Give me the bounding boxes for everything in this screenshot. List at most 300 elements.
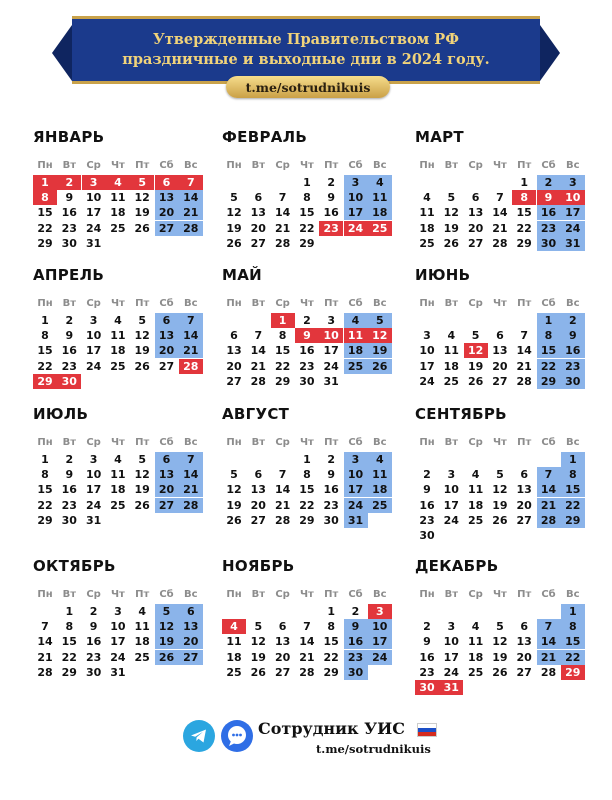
day-cell: 12 [226, 206, 242, 220]
day-cell: 18 [134, 635, 150, 649]
day-cell: 5 [254, 620, 263, 634]
holiday-day: 4 [222, 619, 246, 634]
weekday-label: Вт [62, 160, 76, 171]
weekend-day: 23 [537, 221, 561, 236]
weekend-day: 30 [344, 665, 368, 680]
banner-title-line-1: Утвержденные Правительством РФ [153, 31, 459, 48]
day-cell: 27 [492, 374, 508, 388]
weekday-header [222, 160, 390, 174]
day-cell: 1 [520, 176, 529, 189]
weekday-header [222, 437, 390, 451]
weekday-header [33, 437, 201, 451]
day-cell: 20 [226, 359, 242, 373]
weekday-label: Чт [299, 160, 314, 171]
day-cell: 10 [419, 344, 435, 358]
day-cell: 5 [230, 191, 238, 205]
day-cell: 17 [419, 359, 435, 373]
weekday-label: Ср [275, 589, 290, 600]
day-cell: 3 [89, 314, 98, 327]
weekday-label: Вс [373, 589, 387, 600]
day-cell: 11 [110, 191, 126, 205]
day-cell: 16 [85, 635, 102, 649]
holiday-day: 10 [561, 190, 585, 205]
day-cell: 15 [37, 483, 53, 497]
weekend-day: 20 [155, 205, 179, 220]
day-cell: 3 [447, 468, 456, 482]
weekend-day: 24 [561, 221, 585, 236]
day-cell: 22 [61, 650, 77, 664]
footer-title-text: Сотрудник УИС [258, 719, 405, 738]
day-cell: 12 [250, 635, 266, 649]
weekend-day: 21 [537, 498, 561, 513]
weekday-label: Чт [299, 589, 314, 600]
weekend-day: 11 [368, 190, 392, 205]
weekend-day: 12 [155, 619, 179, 634]
day-cell: 29 [37, 236, 53, 250]
weekend-day: 17 [561, 205, 585, 220]
weekday-label: Вс [566, 298, 580, 309]
weekend-day: 7 [179, 452, 203, 467]
month-title: ФЕВРАЛЬ [222, 128, 308, 146]
day-cell: 15 [299, 483, 315, 497]
day-cell: 25 [110, 221, 126, 235]
day-cell: 23 [61, 221, 77, 235]
day-cell: 21 [274, 221, 291, 235]
day-cell: 27 [467, 236, 484, 250]
weekend-day: 5 [155, 604, 179, 619]
holiday-day: 8 [512, 190, 536, 205]
day-cell: 19 [226, 498, 242, 512]
day-cell: 15 [516, 206, 532, 220]
day-cell: 2 [89, 605, 98, 618]
weekend-day: 21 [179, 205, 203, 220]
weekend-day: 21 [179, 482, 203, 497]
weekend-day: 1 [561, 604, 585, 619]
day-cell: 10 [110, 620, 126, 634]
weekday-label: Ср [86, 437, 101, 448]
day-cell: 30 [419, 529, 435, 542]
day-cell: 17 [85, 483, 102, 497]
day-cell: 29 [61, 665, 77, 679]
day-cell: 7 [254, 329, 263, 343]
day-cell: 22 [323, 650, 339, 664]
weekday-label: Сб [159, 160, 174, 171]
day-cell: 5 [496, 620, 504, 634]
day-cell: 14 [37, 635, 53, 649]
day-cell: 12 [492, 483, 508, 497]
weekend-day: 8 [561, 619, 585, 634]
weekday-label: Сб [348, 160, 363, 171]
weekday-label: Сб [159, 298, 174, 309]
weekday-label: Пн [37, 437, 53, 448]
weekday-label: Сб [541, 298, 556, 309]
day-cell: 16 [61, 483, 77, 497]
weekend-day: 25 [368, 498, 392, 513]
day-cell: 8 [278, 329, 287, 343]
day-cell: 25 [467, 513, 484, 527]
weekday-label: Пт [517, 160, 532, 171]
weekday-label: Пт [517, 437, 532, 448]
footer-link[interactable]: t.me/sotrudnikuis [316, 742, 431, 756]
day-cell: 8 [41, 468, 49, 482]
holiday-day: 9 [295, 328, 319, 343]
day-cell: 18 [110, 483, 126, 497]
day-cell: 19 [134, 483, 150, 497]
weekday-label: Пн [37, 298, 53, 309]
day-cell: 3 [423, 329, 431, 343]
day-cell: 25 [443, 374, 459, 388]
day-cell: 13 [516, 635, 532, 649]
day-cell: 28 [540, 665, 557, 679]
weekend-day: 27 [155, 221, 179, 236]
weekend-day: 22 [537, 359, 561, 374]
day-cell: 2 [423, 620, 431, 634]
holiday-day: 1 [271, 313, 295, 328]
day-cell: 19 [443, 221, 459, 235]
day-cell: 12 [134, 329, 150, 343]
russian-flag-icon [417, 723, 437, 737]
weekend-day: 27 [155, 498, 179, 513]
day-cell: 12 [134, 191, 150, 205]
holiday-day: 25 [368, 221, 392, 236]
weekend-day: 18 [344, 343, 368, 358]
weekend-day: 7 [179, 313, 203, 328]
day-cell: 2 [351, 605, 360, 618]
day-cell: 26 [134, 221, 150, 235]
day-cell: 25 [467, 665, 484, 679]
weekday-label: Вт [62, 298, 76, 309]
weekday-label: Сб [541, 589, 556, 600]
weekday-label: Сб [541, 160, 556, 171]
day-cell: 31 [85, 236, 102, 250]
day-cell: 26 [226, 513, 242, 527]
telegram-icon[interactable] [183, 720, 215, 752]
weekend-day: 26 [155, 650, 179, 665]
day-cell: 1 [303, 176, 311, 189]
weekend-day: 19 [368, 343, 392, 358]
day-cell: 16 [323, 206, 339, 220]
weekday-header [415, 589, 583, 603]
weekend-day: 14 [179, 328, 203, 343]
day-cell: 17 [443, 498, 459, 512]
weekend-day: 10 [344, 467, 368, 482]
day-cell: 11 [443, 344, 459, 358]
day-cell: 11 [110, 329, 126, 343]
weekday-label: Сб [348, 437, 363, 448]
month-title: ИЮНЬ [415, 266, 471, 284]
day-cell: 19 [226, 221, 242, 235]
weekend-day: 24 [344, 498, 368, 513]
weekend-day: 6 [155, 313, 179, 328]
day-cell: 30 [61, 513, 77, 527]
day-cell: 4 [447, 329, 456, 343]
month-title: МАЙ [222, 266, 262, 284]
weekday-label: Вт [251, 589, 265, 600]
day-cell: 30 [323, 513, 339, 527]
day-cell: 12 [492, 635, 508, 649]
day-cell: 7 [278, 191, 287, 205]
weekday-label: Вт [444, 589, 458, 600]
weekday-label: Вс [184, 298, 198, 309]
day-cell: 9 [327, 191, 336, 205]
day-cell: 24 [85, 498, 102, 512]
weekday-label: Ср [86, 298, 101, 309]
holiday-day: 7 [179, 175, 203, 190]
weekend-day: 3 [561, 175, 585, 190]
day-cell: 6 [520, 468, 529, 482]
weekend-day: 1 [537, 313, 561, 328]
month-title: АПРЕЛЬ [33, 266, 105, 284]
day-cell: 18 [110, 206, 126, 220]
weekend-day: 15 [537, 343, 561, 358]
weekday-label: Чт [492, 298, 507, 309]
day-cell: 24 [443, 665, 459, 679]
day-cell: 24 [443, 513, 459, 527]
holiday-day: 12 [464, 343, 488, 358]
weekend-day: 10 [368, 619, 392, 634]
day-cell: 17 [85, 344, 102, 358]
day-cell: 26 [134, 359, 150, 373]
weekday-label: Ср [275, 437, 290, 448]
weekday-label: Пт [324, 589, 339, 600]
month-title: МАРТ [415, 128, 464, 146]
weekend-day: 1 [561, 452, 585, 467]
day-cell: 6 [471, 191, 480, 205]
banner-title-line-2: праздничные и выходные дни в 2024 году. [122, 51, 490, 68]
weekday-label: Вт [444, 298, 458, 309]
weekend-day: 27 [179, 650, 203, 665]
weekday-label: Пн [226, 437, 242, 448]
weekday-label: Вт [251, 298, 265, 309]
month-title: СЕНТЯБРЬ [415, 405, 507, 423]
day-cell: 5 [138, 314, 147, 327]
day-cell: 11 [467, 483, 484, 497]
day-cell: 13 [467, 206, 484, 220]
day-cell: 26 [492, 665, 508, 679]
day-cell: 20 [516, 498, 532, 512]
day-cell: 20 [492, 359, 508, 373]
weekend-day: 13 [155, 190, 179, 205]
day-cell: 1 [41, 453, 49, 466]
weekday-label: Пт [135, 160, 150, 171]
weekday-label: Сб [348, 589, 363, 600]
day-cell: 21 [250, 359, 266, 373]
day-cell: 22 [37, 221, 53, 235]
weekend-day: 25 [344, 359, 368, 374]
day-cell: 17 [110, 635, 126, 649]
holiday-day: 24 [344, 221, 368, 236]
day-cell: 21 [299, 650, 315, 664]
day-cell: 9 [89, 620, 98, 634]
holiday-day: 3 [368, 604, 392, 619]
weekend-day: 10 [344, 190, 368, 205]
day-cell: 16 [299, 344, 315, 358]
holiday-day: 6 [155, 175, 179, 190]
day-cell: 3 [89, 453, 98, 466]
holiday-day: 31 [439, 680, 463, 695]
day-cell: 19 [134, 206, 150, 220]
day-cell: 25 [226, 665, 242, 679]
day-cell: 14 [274, 206, 291, 220]
day-cell: 1 [41, 314, 49, 327]
day-cell: 15 [61, 635, 77, 649]
weekday-label: Пн [226, 298, 242, 309]
day-cell: 15 [299, 206, 315, 220]
weekday-label: Вс [566, 160, 580, 171]
day-cell: 29 [299, 236, 315, 250]
weekday-label: Чт [492, 437, 507, 448]
weekend-day: 14 [537, 634, 561, 649]
day-cell: 23 [419, 513, 435, 527]
day-cell: 15 [323, 635, 339, 649]
day-cell: 25 [134, 650, 150, 664]
day-cell: 8 [327, 620, 336, 634]
day-cell: 20 [516, 650, 532, 664]
weekday-label: Чт [110, 160, 125, 171]
holiday-day: 9 [537, 190, 561, 205]
day-cell: 5 [496, 468, 504, 482]
weekday-label: Пт [135, 589, 150, 600]
day-cell: 5 [230, 468, 238, 482]
day-cell: 21 [37, 650, 53, 664]
day-cell: 21 [274, 498, 291, 512]
weekend-day: 31 [344, 513, 368, 528]
weekend-day: 13 [179, 619, 203, 634]
day-cell: 3 [327, 314, 336, 327]
weekday-label: Пн [419, 160, 435, 171]
day-cell: 28 [516, 374, 532, 388]
day-cell: 13 [274, 635, 291, 649]
day-cell: 2 [303, 314, 311, 327]
month-title: ОКТЯБРЬ [33, 557, 116, 575]
weekend-day: 9 [561, 328, 585, 343]
weekend-day: 4 [368, 175, 392, 190]
day-cell: 26 [443, 236, 459, 250]
weekday-label: Вс [373, 437, 387, 448]
weekend-day: 29 [537, 374, 561, 389]
weekend-day: 16 [344, 634, 368, 649]
weekend-day: 8 [537, 328, 561, 343]
month-title: АВГУСТ [222, 405, 290, 423]
weekday-label: Пт [517, 589, 532, 600]
weekday-label: Чт [110, 589, 125, 600]
holiday-day: 12 [368, 328, 392, 343]
holiday-day: 23 [319, 221, 343, 236]
weekday-label: Пт [517, 298, 532, 309]
day-cell: 8 [65, 620, 74, 634]
day-cell: 23 [323, 498, 339, 512]
day-cell: 4 [423, 191, 431, 205]
day-cell: 10 [443, 483, 459, 497]
weekend-day: 15 [561, 482, 585, 497]
weekday-label: Чт [110, 298, 125, 309]
day-cell: 24 [110, 650, 126, 664]
day-cell: 6 [254, 468, 263, 482]
weekday-label: Сб [159, 589, 174, 600]
day-cell: 28 [37, 665, 53, 679]
weekday-label: Пт [324, 160, 339, 171]
day-cell: 9 [327, 468, 336, 482]
weekday-label: Пн [419, 589, 435, 600]
chat-icon[interactable] [221, 720, 253, 752]
day-cell: 8 [41, 329, 49, 343]
day-cell: 30 [61, 236, 77, 250]
weekend-day: 18 [368, 205, 392, 220]
weekend-day: 4 [344, 313, 368, 328]
holiday-day: 30 [415, 680, 439, 695]
day-cell: 19 [467, 359, 484, 373]
day-cell: 21 [492, 221, 508, 235]
weekend-day: 29 [561, 513, 585, 528]
weekday-label: Сб [159, 437, 174, 448]
weekend-day: 28 [179, 221, 203, 236]
holiday-day: 2 [57, 175, 81, 190]
day-cell: 29 [299, 513, 315, 527]
holiday-day: 29 [561, 665, 585, 680]
day-cell: 18 [226, 650, 242, 664]
weekday-label: Вс [184, 437, 198, 448]
weekend-day: 2 [537, 175, 561, 190]
weekend-day: 24 [368, 650, 392, 665]
day-cell: 28 [274, 513, 291, 527]
holiday-day: 10 [319, 328, 343, 343]
day-cell: 19 [134, 344, 150, 358]
day-cell: 2 [423, 468, 431, 482]
day-cell: 22 [274, 359, 291, 373]
day-cell: 29 [323, 665, 339, 679]
footer-title [258, 719, 437, 738]
day-cell: 4 [471, 620, 480, 634]
weekday-label: Пт [135, 437, 150, 448]
day-cell: 5 [447, 191, 456, 205]
day-cell: 9 [65, 329, 74, 343]
day-cell: 9 [65, 468, 74, 482]
day-cell: 24 [323, 359, 339, 373]
weekday-label: Вт [251, 437, 265, 448]
day-cell: 23 [85, 650, 102, 664]
channel-link-badge[interactable]: t.me/sotrudnikuis [226, 76, 390, 98]
weekend-day: 14 [537, 482, 561, 497]
weekday-header [415, 298, 583, 312]
day-cell: 22 [37, 498, 53, 512]
day-cell: 4 [138, 605, 147, 618]
day-cell: 17 [443, 650, 459, 664]
day-cell: 26 [250, 665, 266, 679]
day-cell: 18 [467, 650, 484, 664]
day-cell: 13 [492, 344, 508, 358]
weekday-label: Вт [62, 437, 76, 448]
weekend-day: 6 [155, 452, 179, 467]
day-cell: 20 [274, 650, 291, 664]
day-cell: 20 [467, 221, 484, 235]
day-cell: 23 [61, 359, 77, 373]
weekend-day: 14 [179, 467, 203, 482]
day-cell: 9 [65, 191, 74, 205]
weekday-label: Чт [299, 298, 314, 309]
day-cell: 6 [520, 620, 529, 634]
day-cell: 11 [226, 635, 242, 649]
weekend-day: 17 [344, 205, 368, 220]
weekday-label: Ср [275, 298, 290, 309]
day-cell: 27 [516, 513, 532, 527]
day-cell: 26 [134, 498, 150, 512]
weekday-label: Сб [348, 298, 363, 309]
day-cell: 28 [492, 236, 508, 250]
day-cell: 22 [37, 359, 53, 373]
weekend-day: 7 [537, 619, 561, 634]
day-cell: 25 [419, 236, 435, 250]
day-cell: 5 [471, 329, 480, 343]
